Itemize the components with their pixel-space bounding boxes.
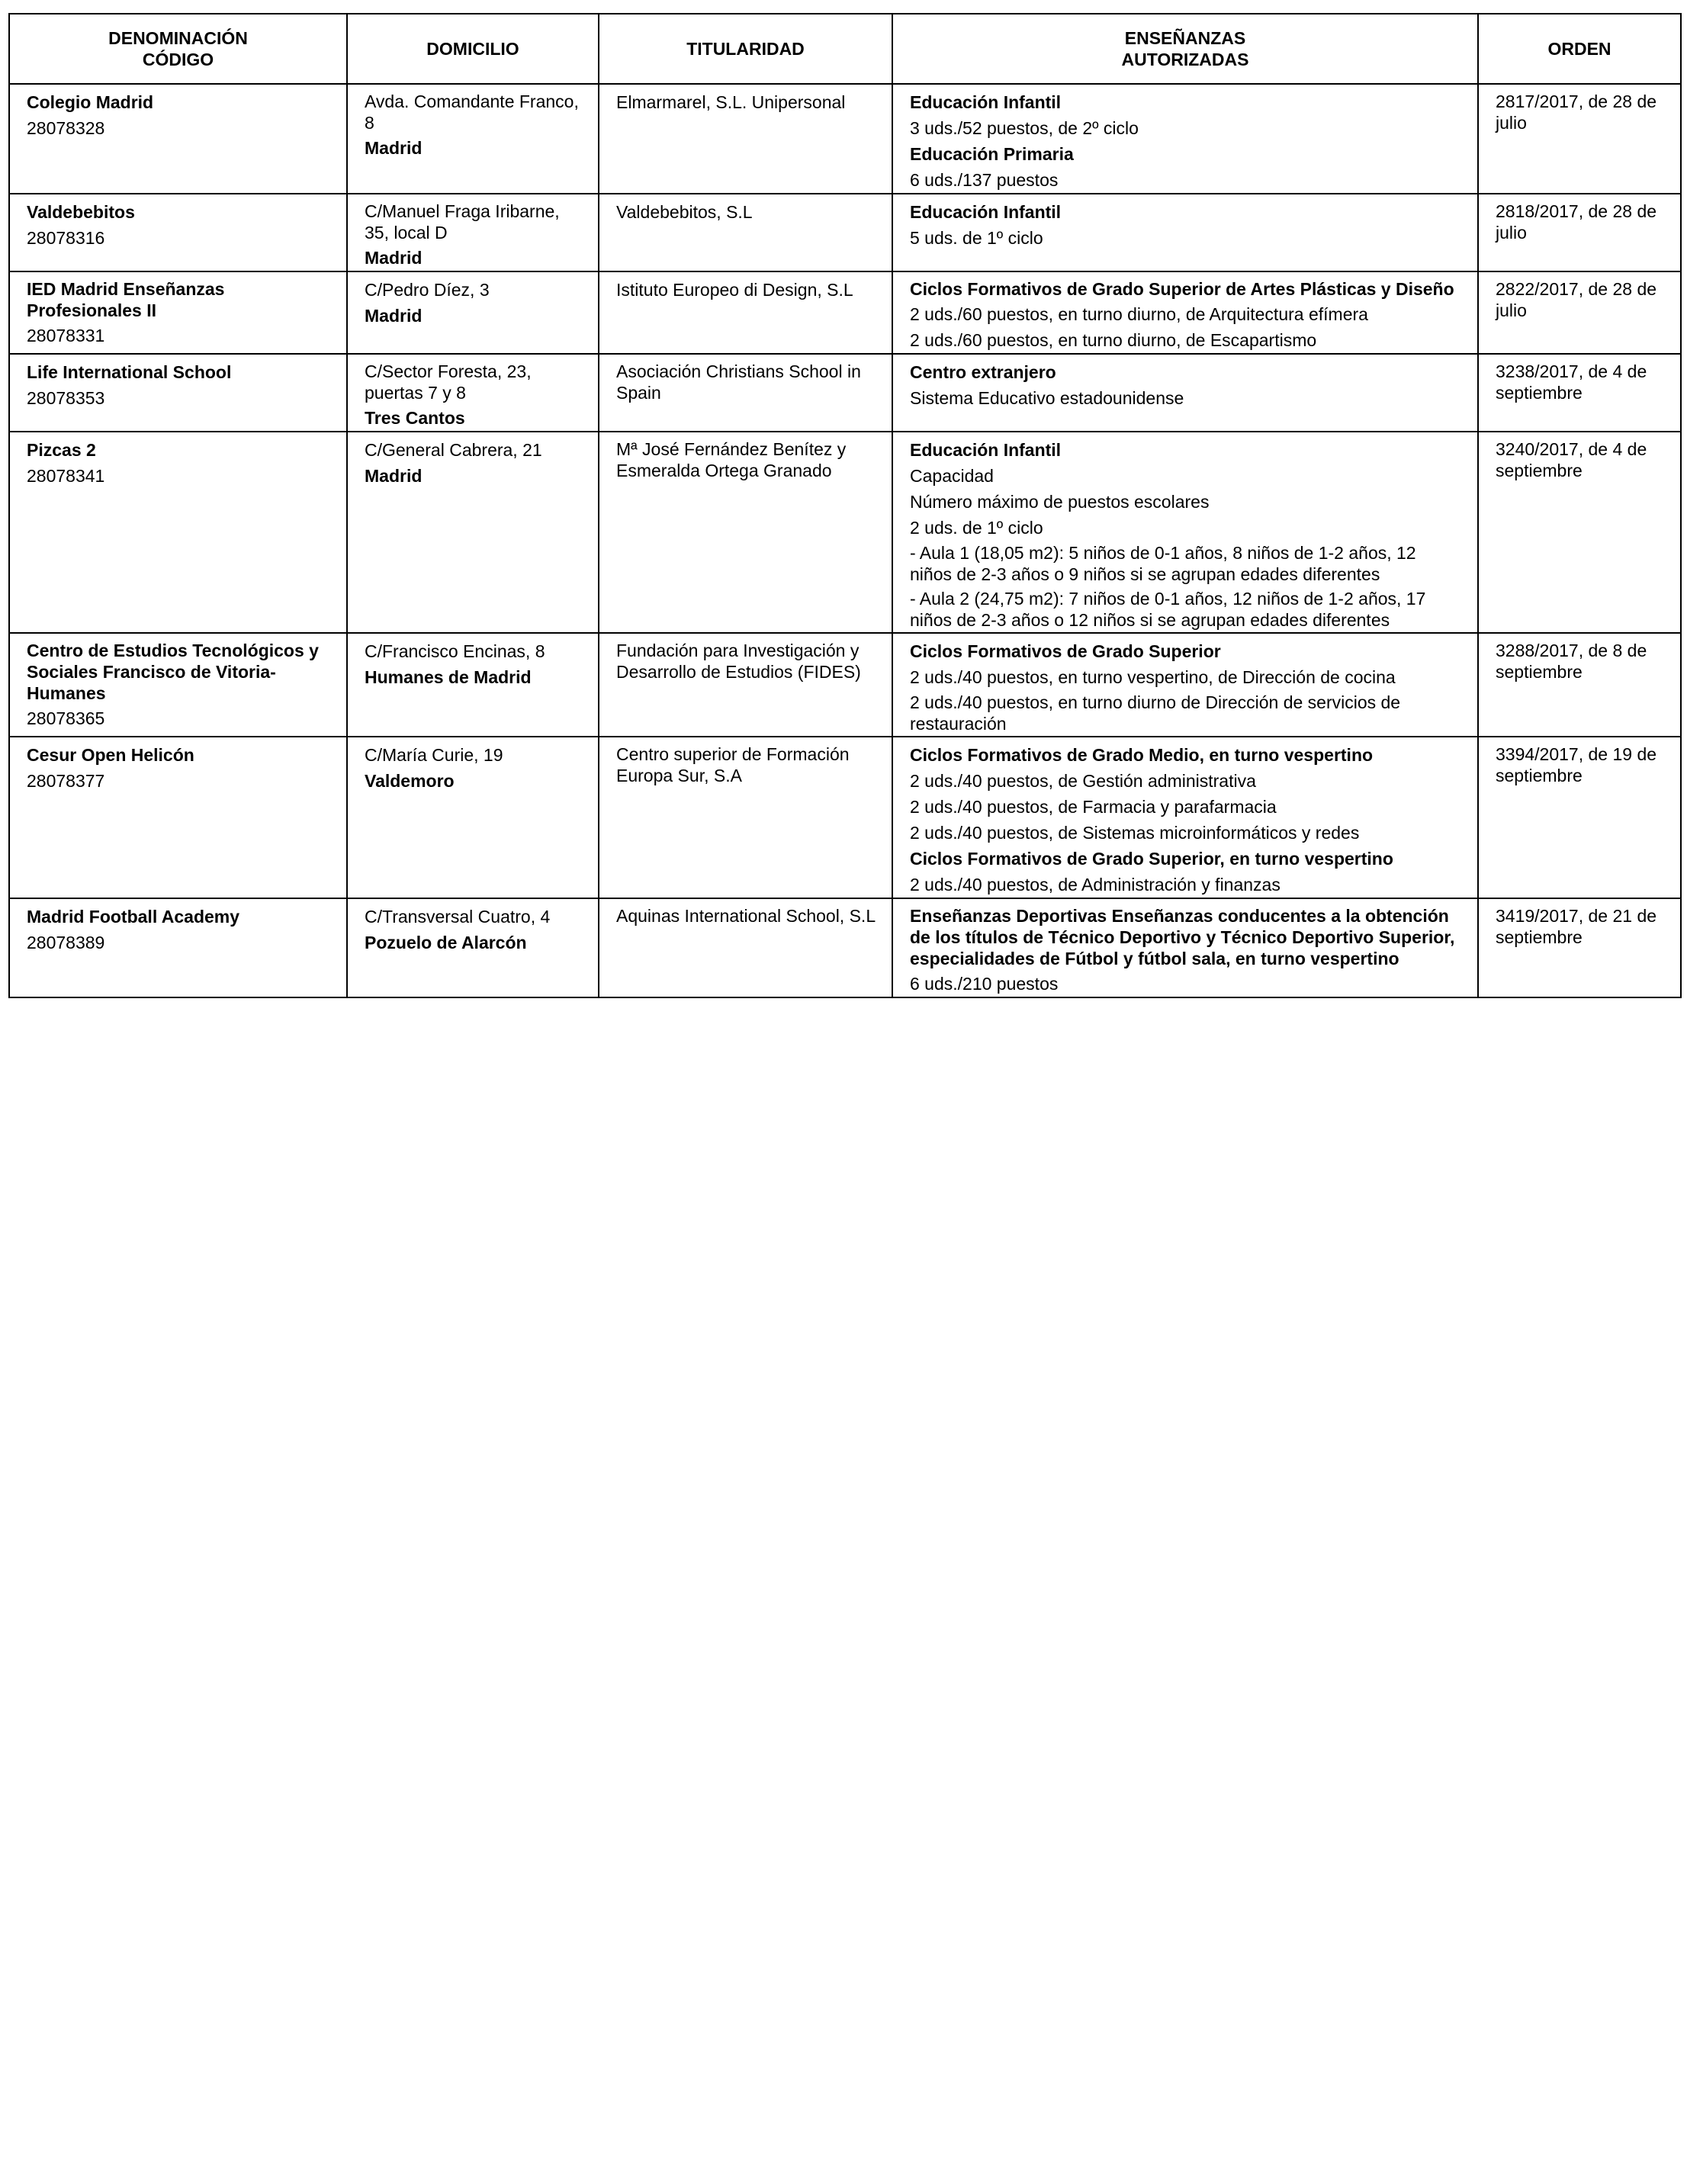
cell-denominacion: IED Madrid Enseñanzas Profesionales II 28078331 xyxy=(9,271,347,354)
table-row xyxy=(9,84,1681,194)
cell-denominacion: Life International School 28078353 xyxy=(9,354,347,432)
table-row xyxy=(9,432,1681,633)
cell-denominacion: Valdebebitos 28078316 xyxy=(9,194,347,271)
cell-domicilio: C/Manuel Fraga Iribarne, 35, local D Madrid xyxy=(347,194,599,271)
header-titularidad: TITULARIDAD xyxy=(599,14,892,84)
table-row xyxy=(9,898,1681,997)
header-ensenanzas: ENSEÑANZAS AUTORIZADAS xyxy=(892,14,1478,84)
cell-domicilio: C/Francisco Encinas, 8 Humanes de Madrid xyxy=(347,633,599,737)
cell-domicilio: C/Transversal Cuatro, 4 Pozuelo de Alarcón xyxy=(347,898,599,997)
cell-denominacion: Colegio Madrid 28078328 xyxy=(9,84,347,194)
header-orden: ORDEN xyxy=(1478,14,1681,84)
cell-ensenanzas: Ciclos Formativos de Grado Superior 2 uds./40 puestos, en turno vespertino, de Dirección de cocina 2 uds./40 puestos, en turno diurno de Dirección de servicios de restauración xyxy=(892,633,1478,737)
header-domicilio: DOMICILIO xyxy=(347,14,599,84)
table-row xyxy=(9,194,1681,271)
cell-titularidad: Mª José Fernández Benítez y Esmeralda Ortega Granado xyxy=(599,432,892,633)
cell-ensenanzas: Ciclos Formativos de Grado Medio, en turno vespertino 2 uds./40 puestos, de Gestión administrativa 2 uds./40 puestos, de Farmacia y parafarmacia 2 uds./40 puestos, de Sistemas microinformáticos y redes Ciclos Formativos de Grado Superior, en turno vespertino 2 uds./40 puestos, de Administración y finanzas xyxy=(892,737,1478,898)
header-denominacion: DENOMINACIÓN CÓDIGO xyxy=(9,14,347,84)
cell-ensenanzas: Enseñanzas Deportivas Enseñanzas conducentes a la obtención de los títulos de Técnico Deportivo y Técnico Deportivo Superior, especialidades de Fútbol y fútbol sala, en turno vespertino 6 uds./210 puestos xyxy=(892,898,1478,997)
cell-ensenanzas: Ciclos Formativos de Grado Superior de Artes Plásticas y Diseño 2 uds./60 puestos, en turno diurno, de Arquitectura efímera 2 uds./60 puestos, en turno diurno, de Escapartismo xyxy=(892,271,1478,354)
cell-titularidad: Elmarmarel, S.L. Unipersonal xyxy=(599,84,892,194)
cell-denominacion: Madrid Football Academy 28078389 xyxy=(9,898,347,997)
cell-orden: 2817/2017, de 28 de julio xyxy=(1478,84,1681,194)
cell-orden: 3419/2017, de 21 de septiembre xyxy=(1478,898,1681,997)
cell-orden: 3288/2017, de 8 de septiembre xyxy=(1478,633,1681,737)
cell-denominacion: Pizcas 2 28078341 xyxy=(9,432,347,633)
cell-domicilio: C/Sector Foresta, 23, puertas 7 y 8 Tres Cantos xyxy=(347,354,599,432)
cell-domicilio: C/María Curie, 19 Valdemoro xyxy=(347,737,599,898)
table-row xyxy=(9,633,1681,737)
centers-table xyxy=(8,13,1682,998)
table-row xyxy=(9,271,1681,354)
cell-ensenanzas: Centro extranjero Sistema Educativo estadounidense xyxy=(892,354,1478,432)
cell-orden: 3394/2017, de 19 de septiembre xyxy=(1478,737,1681,898)
cell-ensenanzas: Educación Infantil Capacidad Número máximo de puestos escolares 2 uds. de 1º ciclo - Aula 1 (18,05 m2): 5 niños de 0-1 años, 8 niños de 1-2 años, 12 niños de 2-3 años o 9 niños si se agrupan edades diferentes - Aula 2 (24,75 m2): 7 niños de 0-1 años, 12 niños de 1-2 años, 17 niños de 2-3 años o 12 niños si se agrupan edades diferentes xyxy=(892,432,1478,633)
table-row xyxy=(9,354,1681,432)
header-row xyxy=(9,14,1681,84)
cell-ensenanzas: Educación Infantil 5 uds. de 1º ciclo xyxy=(892,194,1478,271)
cell-titularidad: Centro superior de Formación Europa Sur, S.A xyxy=(599,737,892,898)
cell-domicilio: C/Pedro Díez, 3 Madrid xyxy=(347,271,599,354)
cell-titularidad: Istituto Europeo di Design, S.L xyxy=(599,271,892,354)
cell-orden: 3240/2017, de 4 de septiembre xyxy=(1478,432,1681,633)
cell-denominacion: Cesur Open Helicón 28078377 xyxy=(9,737,347,898)
cell-domicilio: C/General Cabrera, 21 Madrid xyxy=(347,432,599,633)
cell-titularidad: Aquinas International School, S.L xyxy=(599,898,892,997)
cell-ensenanzas: Educación Infantil 3 uds./52 puestos, de 2º ciclo Educación Primaria 6 uds./137 puestos xyxy=(892,84,1478,194)
cell-titularidad: Fundación para Investigación y Desarrollo de Estudios (FIDES) xyxy=(599,633,892,737)
cell-domicilio: Avda. Comandante Franco, 8 Madrid xyxy=(347,84,599,194)
cell-titularidad: Asociación Christians School in Spain xyxy=(599,354,892,432)
cell-orden: 2818/2017, de 28 de julio xyxy=(1478,194,1681,271)
cell-orden: 2822/2017, de 28 de julio xyxy=(1478,271,1681,354)
cell-orden: 3238/2017, de 4 de septiembre xyxy=(1478,354,1681,432)
cell-denominacion: Centro de Estudios Tecnológicos y Sociales Francisco de Vitoria-Humanes 28078365 xyxy=(9,633,347,737)
cell-titularidad: Valdebebitos, S.L xyxy=(599,194,892,271)
table-row xyxy=(9,737,1681,898)
